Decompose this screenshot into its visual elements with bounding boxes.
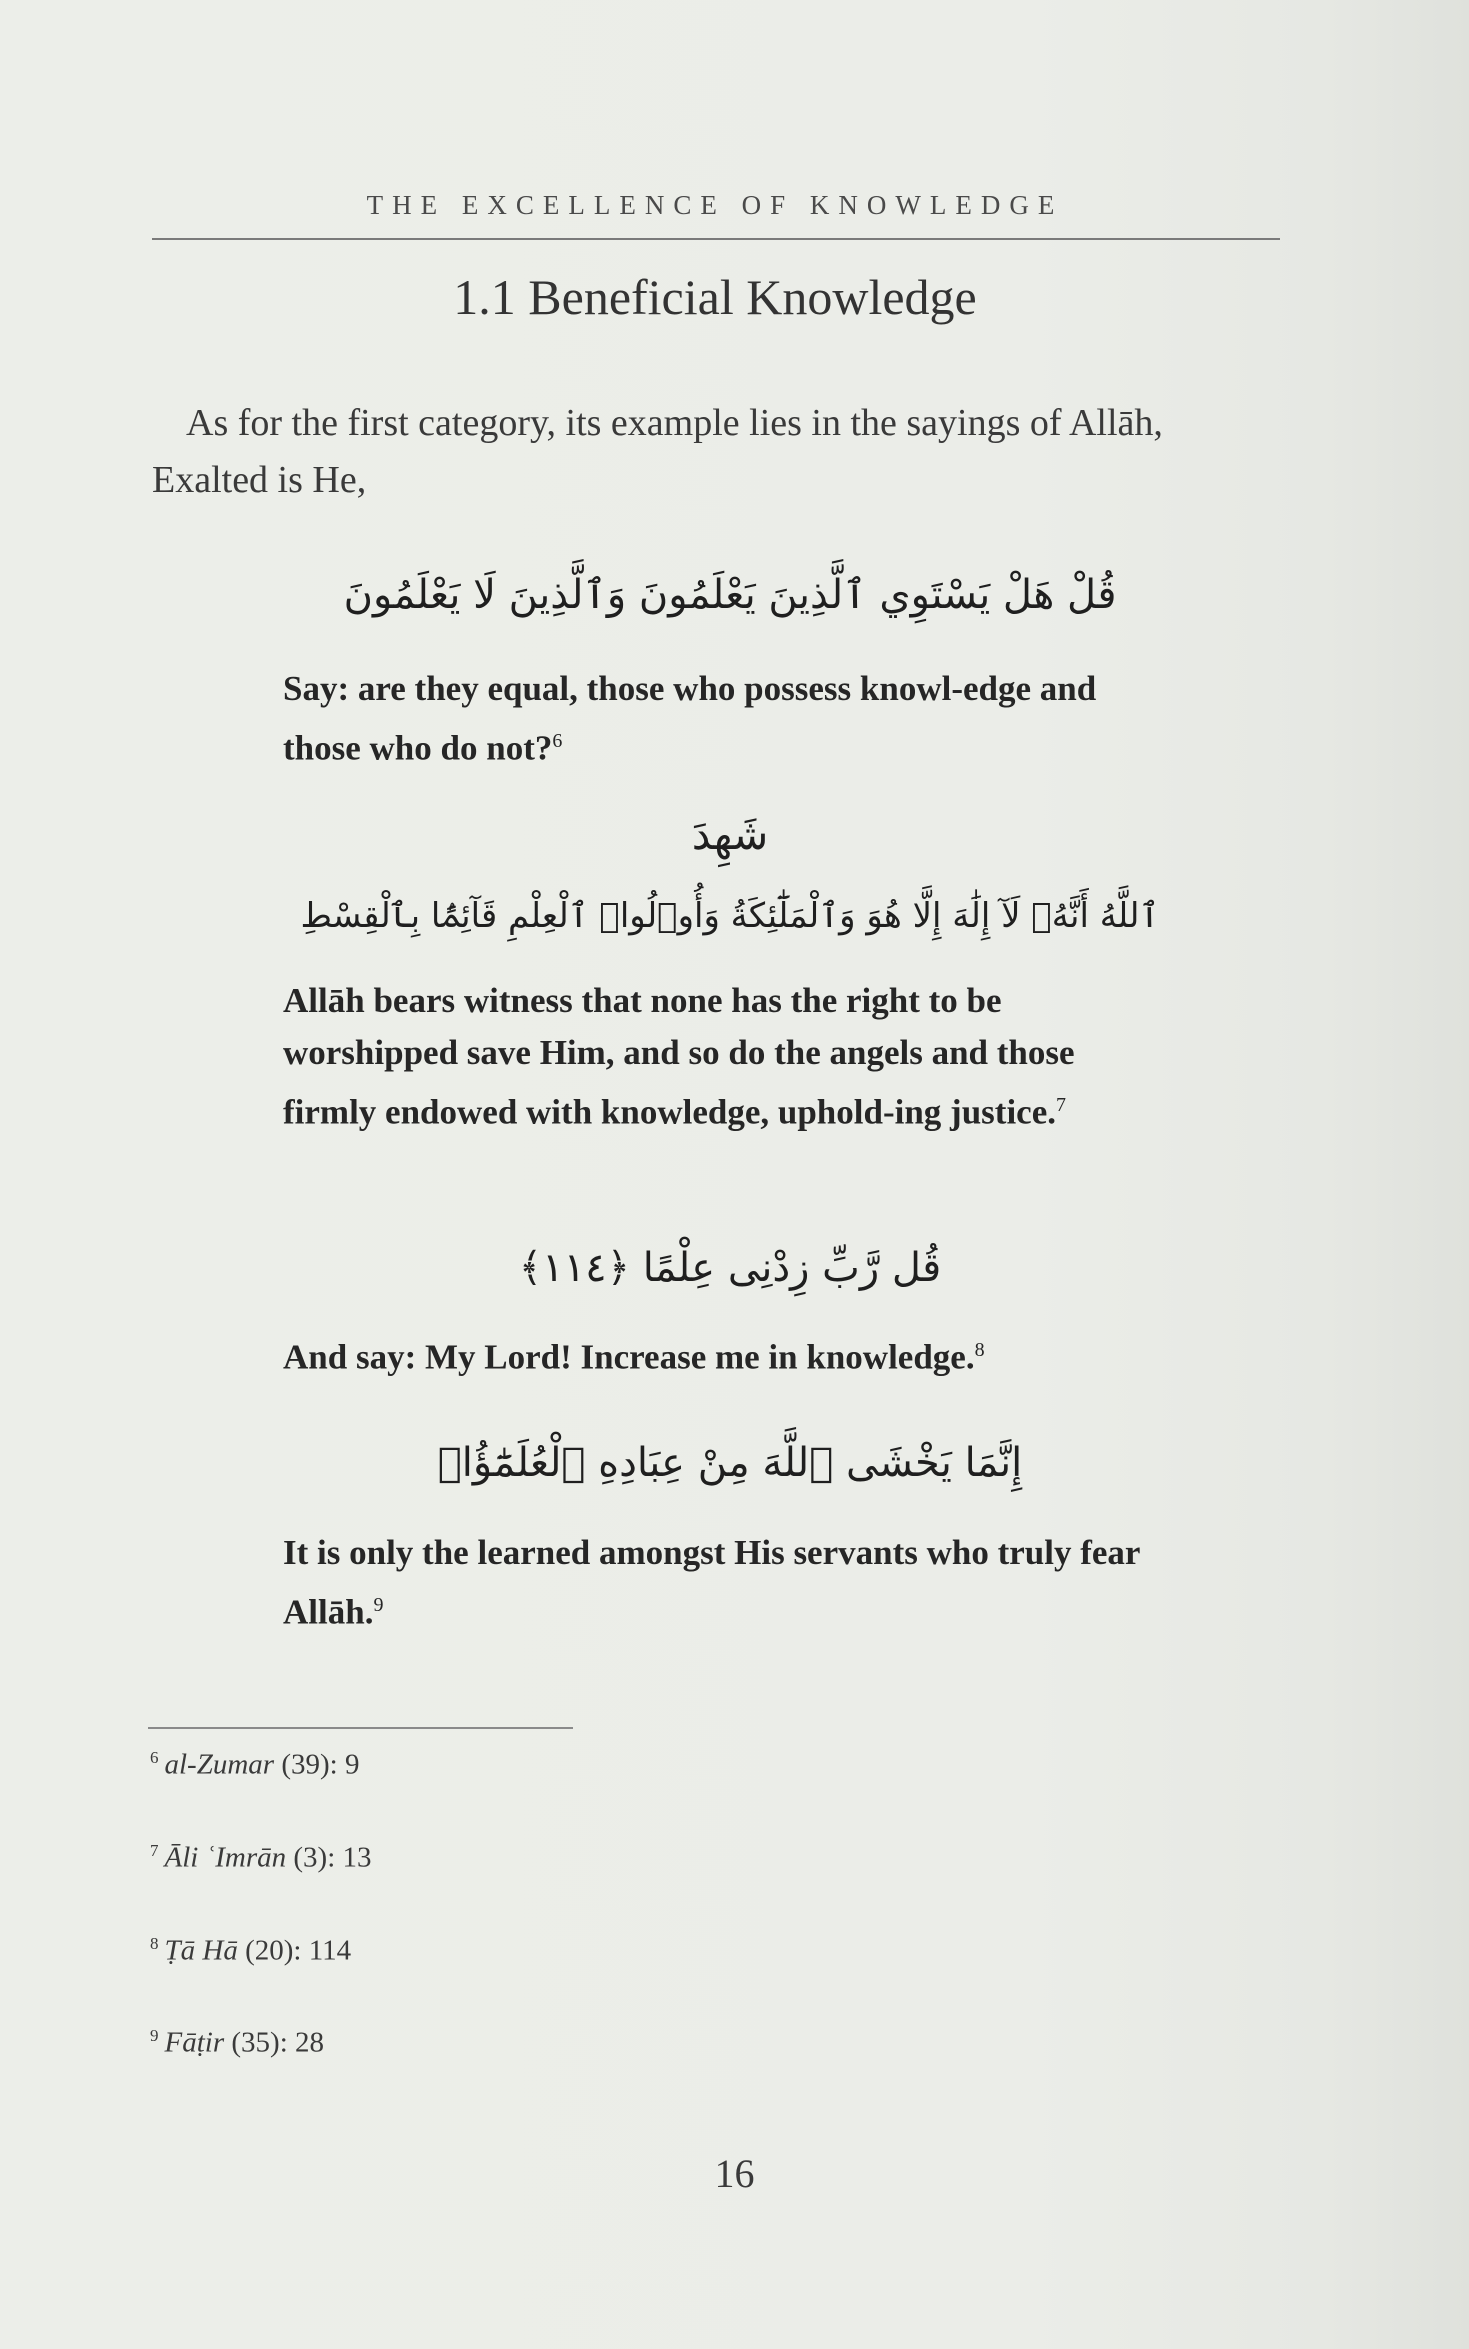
footnote-6	[150, 1748, 359, 1782]
verse-translation-text: And say: My Lord! Increase me in knowledge.	[283, 1337, 975, 1377]
footnote-rule	[148, 1727, 573, 1729]
footnote-ref: (3): 13	[293, 1841, 372, 1874]
footnote-marker: 7	[1056, 1094, 1066, 1116]
footnote-number: 6	[150, 1748, 159, 1767]
verse-translation-text: Say: are they equal, those who possess knowl-edge and those who do not?	[283, 669, 1097, 768]
footnote-ref: (20): 114	[245, 1934, 352, 1967]
footnote-source: al-Zumar	[164, 1748, 275, 1781]
section-title: 1.1 Beneficial Knowledge	[453, 269, 977, 325]
footnote-7	[150, 1841, 372, 1875]
footnote-9	[150, 2026, 324, 2060]
verse-translation-1	[283, 663, 1153, 775]
header-rule	[152, 238, 1280, 240]
footnote-ref: (35): 28	[231, 2026, 324, 2059]
arabic-verse-2-top: شَهِدَ	[691, 810, 769, 859]
footnote-marker: 6	[552, 730, 563, 752]
footnote-source: Ṭā Hā	[164, 1934, 238, 1967]
footnote-ref: (39): 9	[281, 1748, 360, 1781]
arabic-verse-3: قُل رَّبِّ زِدْنِى عِلْمًا ﴿١١٤﴾	[518, 1245, 942, 1291]
footnote-source: Fāṭir	[164, 2026, 225, 2059]
verse-translation-text: Allāh bears witness that none has the right to be worshipped save Him, and so do the angels and those firmly endowed with knowledge, uphold-ing justice.	[283, 981, 1075, 1132]
running-head: THE EXCELLENCE OF KNOWLEDGE	[366, 190, 1064, 220]
verse-translation-3	[283, 1324, 1153, 1384]
footnote-number: 8	[150, 1934, 159, 1953]
page-number: 16	[714, 2151, 755, 2196]
verse-translation-text: It is only the learned amongst His servants who truly fear Allāh.	[283, 1533, 1140, 1632]
footnote-marker: 8	[974, 1339, 985, 1361]
footnote-8	[150, 1934, 351, 1968]
arabic-verse-4: إِنَّمَا يَخْشَى ٱللَّهَ مِنْ عِبَادِهِ ٱلْعُلَمَٰٓؤُا۟	[437, 1440, 1023, 1486]
verse-translation-2	[283, 975, 1153, 1139]
verse-translation-4	[283, 1527, 1153, 1639]
intro-paragraph: As for the first category, its example lies in the sayings of Allāh, Exalted is He,	[152, 402, 1163, 501]
footnote-source: Āli ʿImrān	[164, 1841, 287, 1874]
footnote-marker: 9	[373, 1594, 384, 1616]
arabic-verse-1: قُلْ هَلْ يَسْتَوِي ٱلَّذِينَ يَعْلَمُونَ وَٱلَّذِينَ لَا يَعْلَمُونَ	[343, 572, 1117, 618]
footnote-number: 9	[150, 2026, 159, 2045]
footnote-number: 7	[150, 1841, 159, 1860]
arabic-verse-2: ٱللَّهُ أَنَّهُۥ لَآ إِلَٰهَ إِلَّا هُوَ وَٱلْمَلَٰٓئِكَةُ وَأُو۟لُوا۟ ٱلْعِلْمِ قَآئِمًۢا بِٱلْقِسْطِ	[300, 896, 1160, 936]
